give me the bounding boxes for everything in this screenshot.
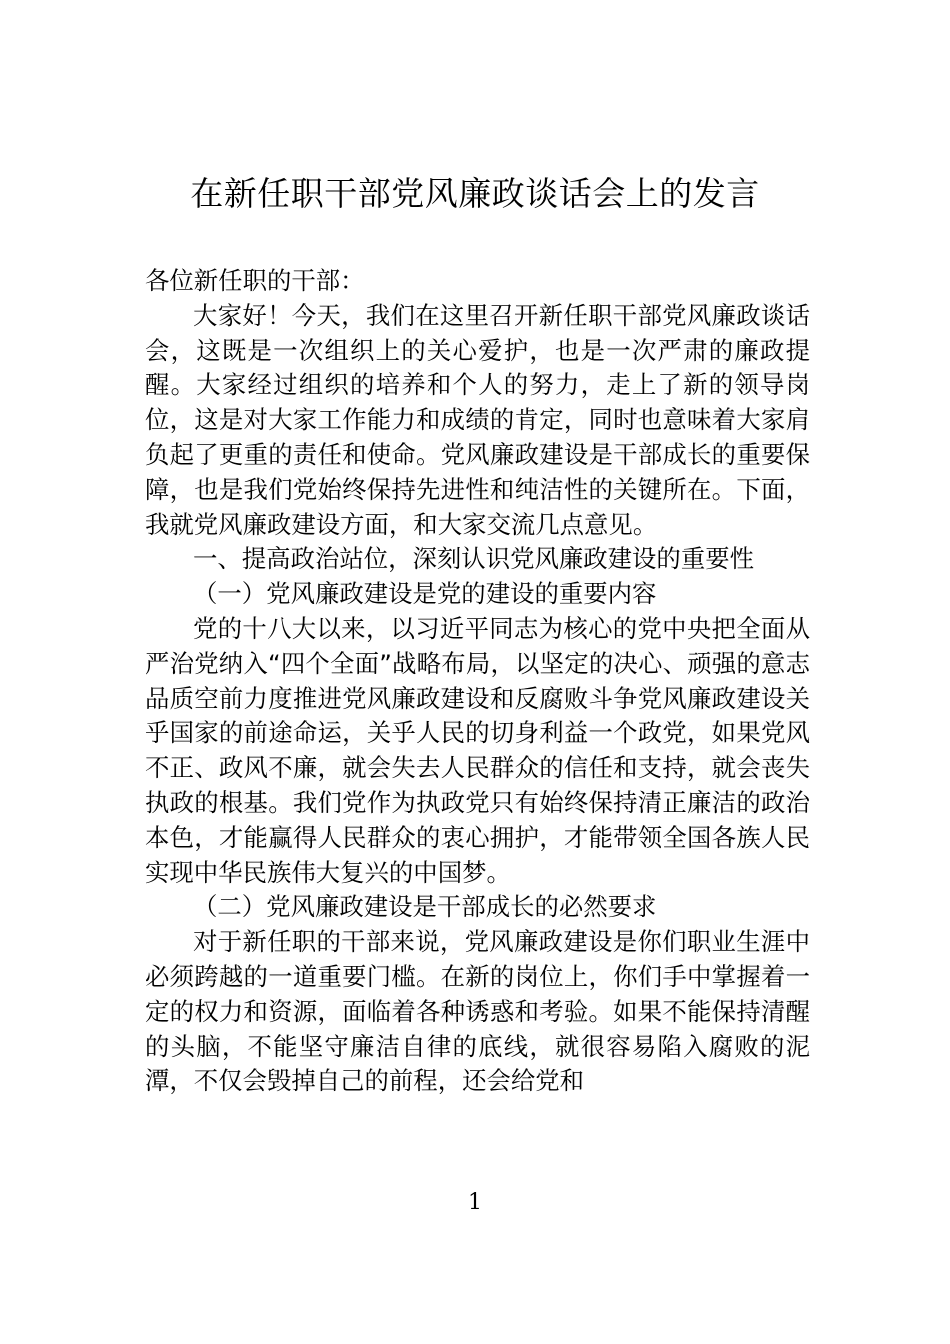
paragraph-intro: 大家好！今天，我们在这里召开新任职干部党风廉政谈话会，这既是一次组织上的关心爱护，也是一次严肃的廉政提醒。大家经过组织的培养和个人的努力，走上了新的领导岗位，这是对大家工作能力和成绩的肯定，同时也意味着大家肩负起了更重的责任和使命。党风廉政建设是干部成长的重要保障，也是我们党始终保持先进性和纯洁性的关键所在。下面，我就党风廉政建设方面，和大家交流几点意见。 xyxy=(145,300,810,539)
page-number: 1 xyxy=(468,1190,482,1215)
paragraph-subsection-2: 对于新任职的干部来说，党风廉政建设是你们职业生涯中必须跨越的一道重要门槛。在新的岗位上，你们手中掌握着一定的权力和资源，面临着各种诱惑和考验。如果不能保持清醒的头脑，不能坚守廉洁自律的底线，就很容易陷入腐败的泥潭，不仅会毁掉自己的前程，还会给党和 xyxy=(145,927,810,1096)
subsection-heading-1: （一）党风廉政建设是党的建设的重要内容 xyxy=(193,579,657,609)
section-heading-1: 一、提高政治站位，深刻认识党风廉政建设的重要性 xyxy=(193,544,754,574)
document-title: 在新任职干部党风廉政谈话会上的发言 xyxy=(190,174,760,213)
subsection-heading-2: （二）党风廉政建设是干部成长的必然要求 xyxy=(193,892,657,922)
paragraph-subsection-1: 党的十八大以来，以习近平同志为核心的党中央把全面从严治党纳入“四个全面”战略布局，以坚定的决心、顽强的意志品质空前力度推进党风廉政建设和反腐败斗争党风廉政建设关乎国家的前途命运，关乎人民的切身利益一个政党，如果党风不正、政风不廉，就会失去人民群众的信任和支持，就会丧失执政的根基。我们党作为执政党只有始终保持清正廉洁的政治本色，才能赢得人民群众的衷心拥护，才能带领全国各族人民实现中华民族伟大复兴的中国梦。 xyxy=(145,613,810,887)
document-body xyxy=(145,264,810,1099)
salutation: 各位新任职的干部： xyxy=(145,266,365,295)
